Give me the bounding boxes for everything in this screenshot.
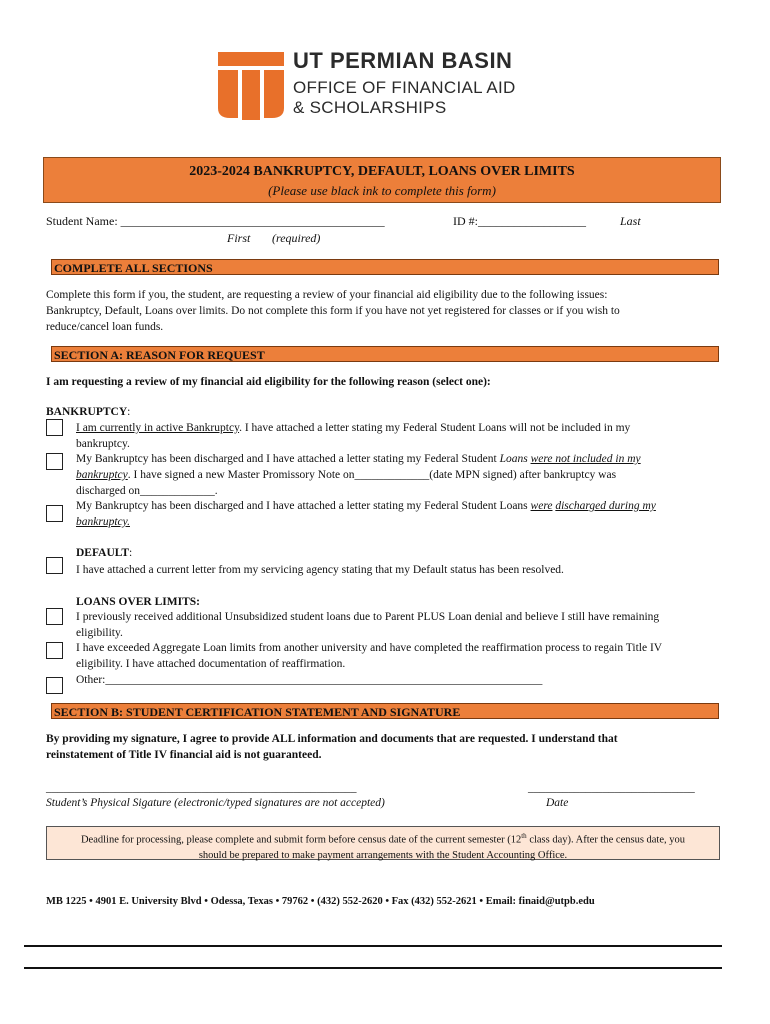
certification-statement: By providing my signature, I agree to provide ALL information and documents that are requested. I understand that reinstatement of Title IV financial aid is not guaranteed. bbox=[46, 733, 618, 761]
office-name-line1: OFFICE OF FINANCIAL AID bbox=[293, 78, 516, 97]
date-line[interactable]: _____________________________ bbox=[528, 782, 695, 794]
section-a-heading: SECTION A: REASON FOR REQUEST bbox=[51, 346, 719, 362]
bankruptcy-active-text: I am currently in active Bankruptcy. I have attached a letter stating my Federal Student Loans will not be included in my bankruptcy. bbox=[76, 422, 631, 450]
deadline-notice: Deadline for processing, please complete and submit form before census date of the current semester (12th class day). After the census date, you should be prepared to make payment arrangements with the Student Accounting Office. bbox=[46, 826, 720, 860]
divider-rule-2 bbox=[24, 967, 722, 969]
section-a-intro: I am requesting a review of my financial aid eligibility for the following reason (select one): bbox=[46, 376, 491, 388]
section-b-heading: SECTION B: STUDENT CERTIFICATION STATEMENT AND SIGNATURE bbox=[51, 703, 719, 719]
utpb-logo-icon bbox=[218, 52, 284, 120]
bankruptcy-discharged-during-text: My Bankruptcy has been discharged and I have attached a letter stating my Federal Student Loans were discharged during my bankruptcy. bbox=[76, 500, 656, 528]
required-caption: (required) bbox=[272, 231, 321, 245]
signature-line[interactable]: ______________________________________________________ bbox=[46, 782, 357, 794]
bankruptcy-active-checkbox[interactable] bbox=[46, 419, 63, 436]
form-title: 2023-2024 BANKRUPTCY, DEFAULT, LOANS OVER LIMITS bbox=[189, 164, 575, 179]
org-name: UT PERMIAN BASIN bbox=[293, 48, 513, 73]
divider-rule-1 bbox=[24, 945, 722, 947]
complete-all-sections-heading: COMPLETE ALL SECTIONS bbox=[51, 259, 719, 275]
other-checkbox[interactable] bbox=[46, 677, 63, 694]
aggregate-limits-text: I have exceeded Aggregate Loan limits from another university and have completed the reaffirmation process to regain Title IV eligibility. I have attached documentation of reaffirmation. bbox=[76, 642, 663, 670]
default-checkbox[interactable] bbox=[46, 557, 63, 574]
form-title-box bbox=[43, 157, 721, 203]
other-field[interactable]: Other:____________________________________________________________________________ bbox=[76, 674, 543, 686]
unsubsidized-loans-checkbox[interactable] bbox=[46, 608, 63, 625]
default-text: I have attached a current letter from my servicing agency stating that my Default status has been resolved. bbox=[76, 564, 564, 576]
signature-caption: Student’s Physical Sigature (electronic/typed signatures are not accepted) bbox=[46, 797, 385, 809]
bankruptcy-discharged-not-included-text: My Bankruptcy has been discharged and I have attached a letter stating my Federal Student Loans were not included in my bankruptcy. I have signed a new Master Promissory Note on_____________(date MPN signed) after bankruptcy was discharged on_____________. bbox=[76, 453, 641, 497]
aggregate-limits-checkbox[interactable] bbox=[46, 642, 63, 659]
unsubsidized-loans-text: I previously received additional Unsubsidized student loans due to Parent PLUS Loan denial and believe I still have remaining eligibility. bbox=[76, 611, 660, 639]
last-name-caption: Last bbox=[620, 214, 641, 228]
bankruptcy-discharged-during-checkbox[interactable] bbox=[46, 505, 63, 522]
bankruptcy-heading: BANKRUPTCY: bbox=[46, 406, 131, 418]
student-name-field[interactable]: Student Name: ____________________________________________ bbox=[46, 214, 385, 228]
footer-contact: MB 1225 • 4901 E. University Blvd • Odessa, Texas • 79762 • (432) 552-2620 • Fax (432) 552-2621 • Email: finaid@utpb.edu bbox=[46, 896, 595, 907]
form-subtitle: (Please use black ink to complete this form) bbox=[268, 183, 496, 198]
student-id-field[interactable]: ID #:__________________ bbox=[453, 214, 586, 228]
date-caption: Date bbox=[546, 797, 569, 809]
office-name-line2: & SCHOLARSHIPS bbox=[293, 98, 447, 117]
bankruptcy-discharged-not-included-checkbox[interactable] bbox=[46, 453, 63, 470]
default-heading: DEFAULT: bbox=[76, 547, 133, 559]
first-name-caption: First bbox=[227, 231, 251, 245]
loans-over-limits-heading: LOANS OVER LIMITS: bbox=[76, 596, 200, 608]
instructions-text: Complete this form if you, the student, are requesting a review of your financial aid eligibility due to the following issues: Bankruptcy, Default, Loans over limits. Do not complete this form if you have not yet registered for classes or if you wish to reduce/cancel loan funds. bbox=[46, 289, 620, 333]
